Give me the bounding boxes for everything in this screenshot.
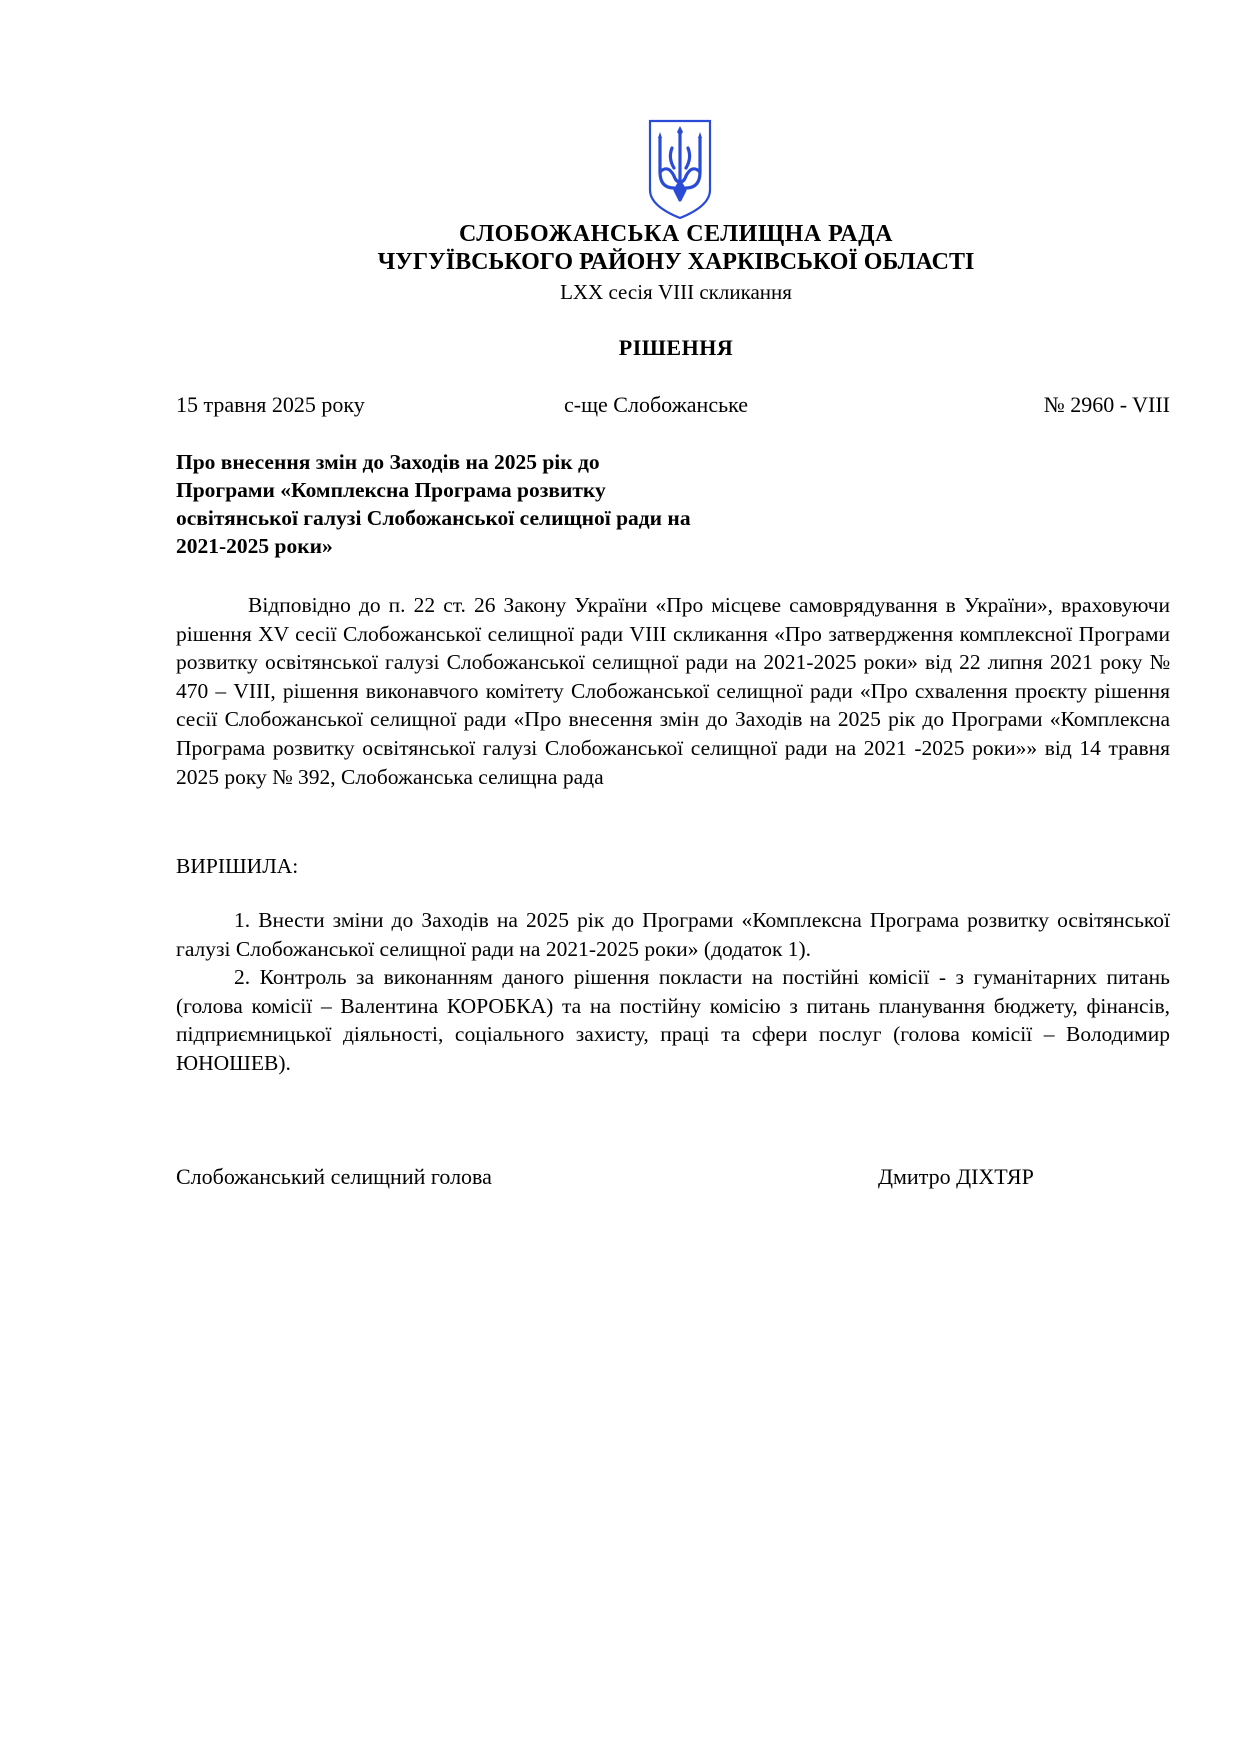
decision-meta-row xyxy=(176,392,1170,422)
decided-heading: ВИРІШИЛА: xyxy=(176,854,299,878)
decision-subject: Про внесення змін до Заходів на 2025 рік до Програми «Комплексна Програма розвитку освітянської галузі Слобожанської селищної ради на 2021-2025 роки» xyxy=(176,450,691,558)
council-name: СЛОБОЖАНСЬКА СЕЛИЩНА РАДА xyxy=(459,221,893,247)
preamble-paragraph: Відповідно до п. 22 ст. 26 Закону України «Про місцеве самоврядування в України», враховуючи рішення XV сесії Слобожанської селищної ради VIII скликання «Про затвердження комплексної Програми розвитку освітянської галузі Слобожанської селищної ради на 2021-2025 роки» від 22 липня 2021 року № 470 – VIII, рішення виконавчого комітету Слобожанської селищної ради «Про схвалення проєкту рішення сесії Слобожанської селищної ради «Про внесення змін до Заходів на 2025 рік до Програми «Комплексна Програма розвитку освітянської галузі Слобожанської селищної ради на 2021 -2025 роки»» від 14 травня 2025 року № 392, Слобожанська селищна рада xyxy=(176,593,1170,789)
signatory-position: Слобожанський селищний голова xyxy=(176,1164,492,1189)
coat-of-arms-trident-icon xyxy=(646,118,714,220)
document-type-title: РІШЕННЯ xyxy=(618,335,734,360)
decision-item-1: 1. Внести зміни до Заходів на 2025 рік до Програми «Комплексна Програма розвитку освітянської галузі Слобожанської селищної ради на 2021-2025 роки» (додаток 1). xyxy=(176,908,1170,961)
decision-date: 15 травня 2025 року xyxy=(176,392,365,417)
district-name: ЧУГУЇВСЬКОГО РАЙОНУ ХАРКІВСЬКОЇ ОБЛАСТІ xyxy=(377,249,975,275)
signatory-name: Дмитро ДІХТЯР xyxy=(878,1164,1034,1189)
session-label: LXX сесія VIII скликання xyxy=(560,280,792,304)
decision-item-2: 2. Контроль за виконанням даного рішення покласти на постійні комісії - з гуманітарних питань (голова комісії – Валентина КОРОБКА) та на постійну комісію з питань планування бюджету, фінансів, підприємницької діяльності, соціального захисту, праці та сфери послуг (голова комісії – Володимир ЮНОШЕВ). xyxy=(176,965,1170,1075)
signature-row xyxy=(176,1164,1170,1194)
decision-number: № 2960 - VIII xyxy=(1043,392,1170,417)
decision-place: с-ще Слобожанське xyxy=(564,392,749,417)
